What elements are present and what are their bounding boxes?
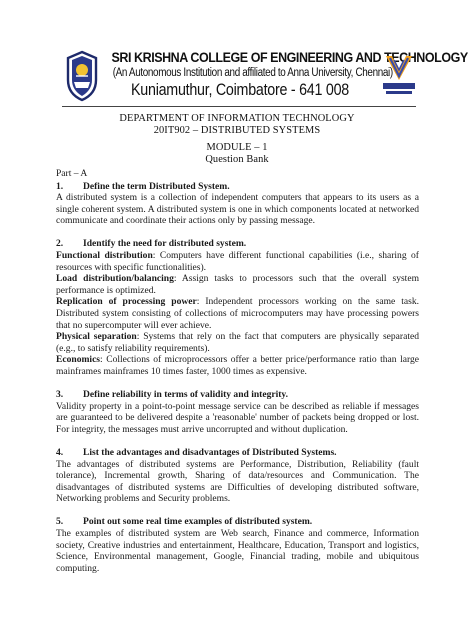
question-heading: [56, 447, 419, 459]
answer-item: [56, 331, 419, 354]
answer-term: Replication of processing power: [56, 296, 197, 308]
letterhead: [0, 50, 474, 110]
question-heading: [56, 181, 419, 193]
question-number: 1.: [56, 180, 64, 192]
answer-term: Functional distribution: [56, 250, 153, 262]
answer-item: [56, 296, 419, 331]
course-title: 20IT902 – DISTRIBUTED SYSTEMS: [153, 125, 321, 136]
question-text: Define the term Distributed System.: [83, 180, 230, 192]
module-title: MODULE – 1: [206, 142, 268, 153]
question-number: 2.: [56, 238, 64, 250]
question-number: 3.: [56, 389, 64, 401]
question-heading: [56, 238, 419, 250]
question-number: 4.: [56, 446, 64, 458]
answer-item-text: : Systems that rely on the fact that computers are physically separated (e.g., to satisfy reliability requirements).: [56, 331, 419, 354]
answer-item: [56, 354, 419, 377]
college-name: SRI KRISHNA COLLEGE OF ENGINEERING AND TECHNOLOGY: [111, 50, 468, 66]
answer-item-text: : Independent processors working on the same task. Distributed system consisting of collections of microcomputers may have processing powers that no supercomputer will ever achieve.: [56, 296, 419, 331]
question-bank-title: Question Bank: [205, 154, 269, 165]
answer-text: The examples of distributed system are Web search, Finance and commerce, Information society, Creative industries and entertainment, Healthcare, Education, Transport and logistics, Science, Environmental management, Google, Financial trading, mobile and ubiquitous computing.: [56, 528, 419, 574]
college-affiliation: (An Autonomous Institution and affiliated to Anna University, Chennai): [112, 67, 393, 79]
question-text: List the advantages and disadvantages of Distributed Systems.: [83, 446, 337, 458]
answer-item-text: : Collections of microprocessors offer a better price/performance ratio than large mainframes mainframes 10 times faster, 1000 times as expensive.: [56, 354, 419, 377]
answer-text: Validity property in a point-to-point message service can be described as reliable if messages are guaranteed to be delivered despite a 'reasonable' number of packets being dropped or lost. For integrity, the messages must arrive uncorrupted and without duplication.: [56, 400, 419, 435]
question-heading: [56, 516, 419, 528]
question-text: Point out some real time examples of distributed system.: [83, 516, 313, 528]
question-heading: [56, 389, 419, 401]
answer-term: Physical separation: [56, 331, 137, 343]
answer-term: Load distribution/balancing: [56, 273, 174, 285]
department-title: DEPARTMENT OF INFORMATION TECHNOLOGY: [119, 113, 355, 124]
answer-term: Economics: [56, 354, 101, 366]
answer-text: The advantages of distributed systems are Performance, Distribution, Reliability (fault tolerance), Incremental growth, Sharing of data/resources and Communication. The disadvantages of distributed systems are Difficulties of developing distributed software, Networking problems and Security problems.: [56, 458, 419, 505]
part-label: Part – A: [56, 168, 88, 179]
college-emblem-icon: [62, 50, 102, 102]
question-list: [56, 168, 419, 574]
college-location: Kuniamuthur, Coimbatore - 641 008: [131, 80, 349, 99]
answer-item-text: : Computers have different functional capabilities (i.e., sharing of resources with specific functionalities).: [56, 250, 419, 273]
question-text: Define reliability in terms of validity and integrity.: [83, 389, 289, 401]
question-number: 5.: [56, 516, 64, 528]
answer-item: [56, 273, 419, 296]
question-text: Identify the need for distributed system.: [83, 238, 247, 250]
letterhead-divider: [62, 106, 416, 107]
answer-text: A distributed system is a collection of independent computers that appears to its users as a single coherent system. A distributed system is one in which components located at networked communicate and coordinate their actions only by passing message.: [56, 192, 419, 227]
answer-item: [56, 250, 419, 273]
institution-logo-icon: [382, 52, 416, 102]
answer-item-text: : Assign tasks to processors such that the overall system performance is optimized.: [56, 273, 419, 296]
